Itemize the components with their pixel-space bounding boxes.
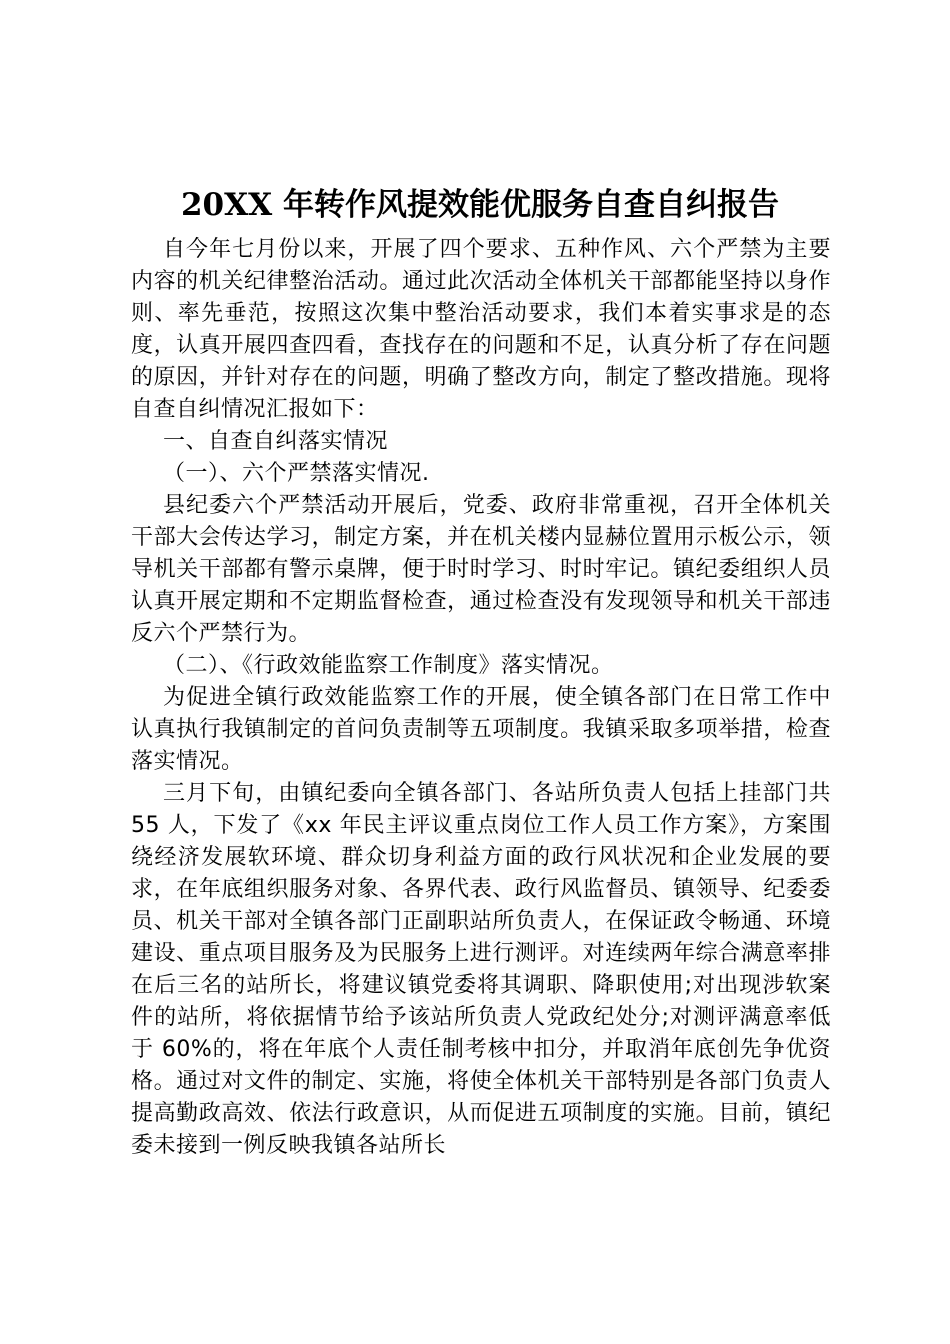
paragraph-six-prohibitions: 县纪委六个严禁活动开展后，党委、政府非常重视，召开全体机关干部大会传达学习，制定方案，并在机关楼内显赫位置用示板公示，领导机关干部都有警示桌牌，便于时时学习、时时牢记。镇纪委组织人员认真开展定期和不定期监督检查，通过检查没有发现领导和机关干部违反六个严禁行为。	[131, 493, 831, 646]
subsection-heading-1: （一）、六个严禁落实情况.	[163, 461, 430, 486]
subsection-heading-2: （二）、《行政效能监察工作制度》落实情况。	[163, 653, 614, 678]
paragraph-march-evaluation: 三月下旬，由镇纪委向全镇各部门、各站所负责人包括上挂部门共 55 人，下发了《xx 年民主评议重点岗位工作人员工作方案》，方案围绕经济发展软环境、群众切身利益方面的政行风状况和企业发展的要求，在年底组织服务对象、各界代表、政行风监督员、镇领导、纪委委员、机关干部对全镇各部门正副职站所负责人，在保证政令畅通、环境建设、重点项目服务及为民服务上进行测评。对连续两年综合满意率排在后三名的站所长，将建议镇党委将其调职、降职使用;对出现涉软案件的站所，将依据情节给予该站所负责人党政纪处分;对测评满意率低于 60%的，将在年底个人责任制考核中扣分，并取消年底创先争优资格。通过对文件的制定、实施，将使全体机关干部特别是各部门负责人提高勤政高效、依法行政意识，从而促进五项制度的实施。目前，镇纪委未接到一例反映我镇各站所长	[131, 781, 831, 1158]
document-body	[131, 234, 831, 1162]
title-year-prefix: 20XX	[180, 187, 273, 223]
title-text: 年转作风提效能优服务自查自纠报告	[283, 187, 780, 223]
paragraph-intro: 自今年七月份以来，开展了四个要求、五种作风、六个严禁为主要内容的机关纪律整治活动。通过此次活动全体机关干部都能坚持以身作则、率先垂范，按照这次集中整治活动要求，我们本着实事求是的态度，认真开展四查四看，查找存在的问题和不足，认真分析了存在问题的原因，并针对存在的问题，明确了整改方向，制定了整改措施。现将自查自纠情况汇报如下：	[131, 237, 831, 422]
section-heading-1: 一、自查自纠落实情况	[163, 429, 389, 454]
document-title	[100, 184, 860, 226]
paragraph-efficiency-supervision: 为促进全镇行政效能监察工作的开展，使全镇各部门在日常工作中认真执行我镇制定的首问负责制等五项制度。我镇采取多项举措，检查落实情况。	[131, 685, 831, 774]
